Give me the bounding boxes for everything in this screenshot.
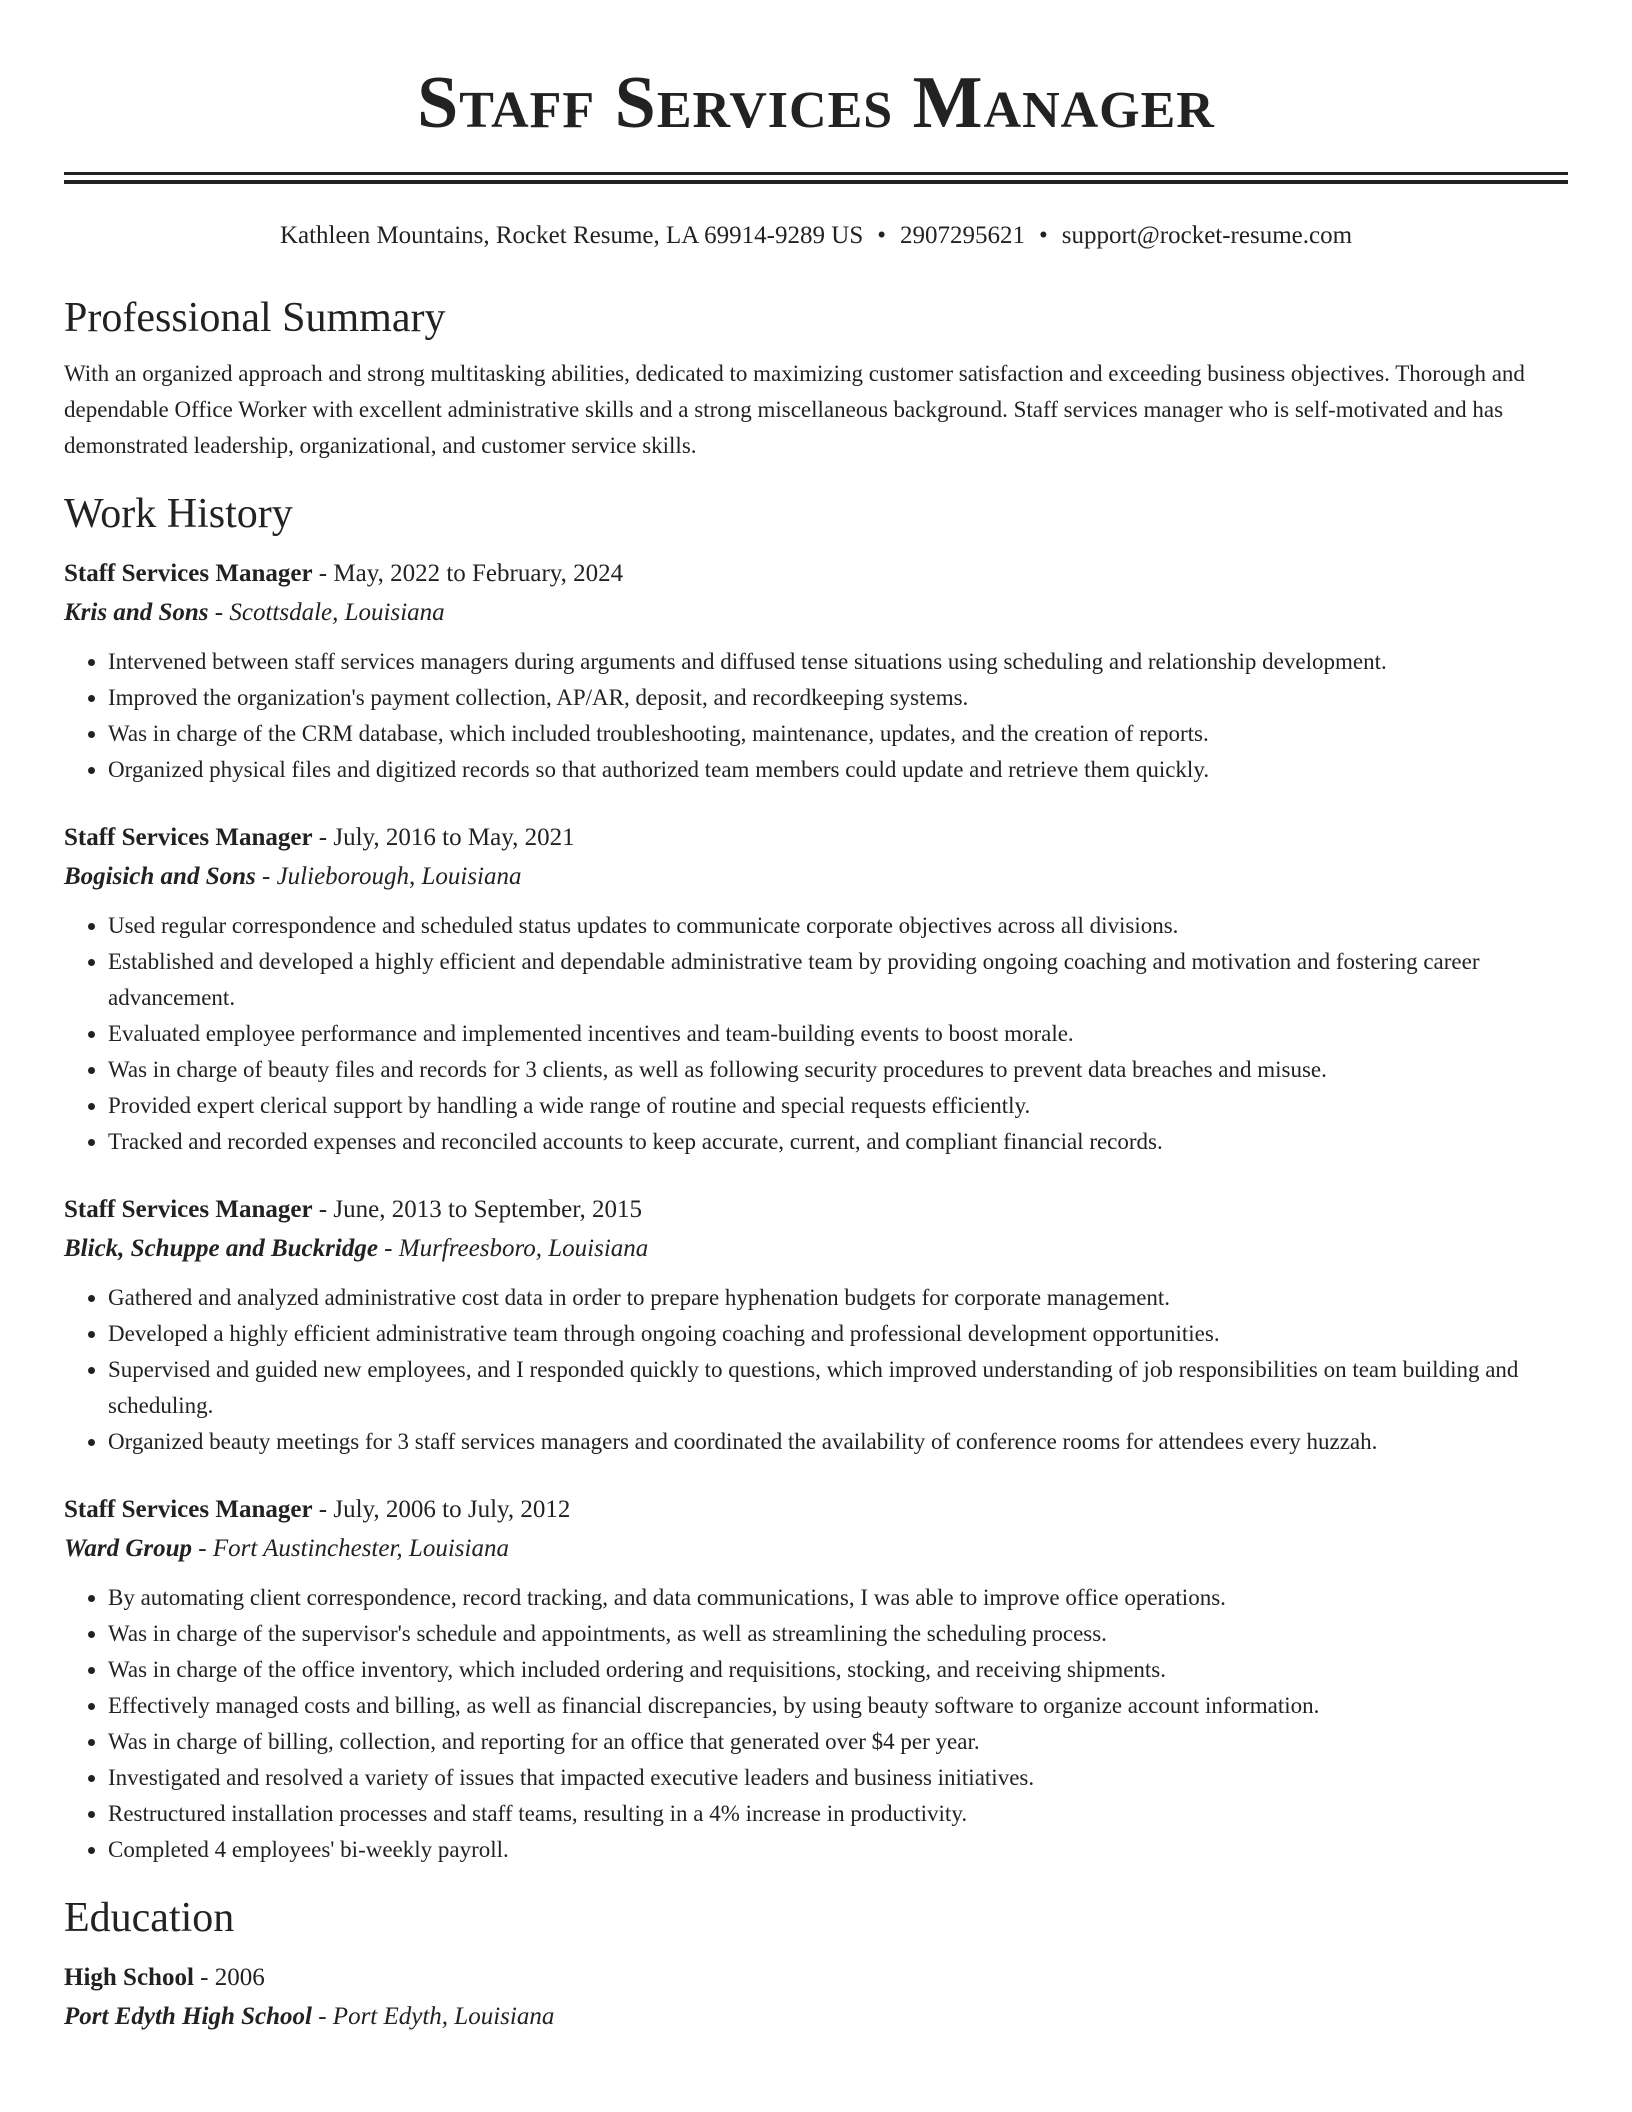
bullet-item: • Investigated and resolved a variety of issues that impacted executive leaders and business initiatives. — [108, 1760, 1568, 1796]
bullet-item: • Provided expert clerical support by handling a wide range of routine and special requests efficiently. — [108, 1088, 1568, 1124]
company-line — [64, 1530, 1568, 1568]
contact-email: support@rocket-resume.com — [1061, 222, 1353, 249]
dash: - — [312, 1496, 334, 1523]
company-location: Scottsdale, Louisiana — [229, 599, 445, 626]
company-line — [64, 1230, 1568, 1268]
contact-phone: 2907295621 — [899, 222, 1025, 249]
job-dates: July, 2016 to May, 2021 — [333, 824, 575, 851]
dash: - — [377, 1235, 399, 1262]
job-title-line — [64, 1490, 1568, 1530]
company-name: Bogisich and Sons — [64, 863, 256, 890]
bullet-item: • Evaluated employee performance and implemented incentives and team-building events to boost morale. — [108, 1016, 1568, 1052]
dash: - — [255, 863, 277, 890]
bullet-item: • Supervised and guided new employees, and I responded quickly to questions, which improved understanding of job responsibilities on team building and scheduling. — [108, 1352, 1568, 1424]
job-entry — [64, 554, 1568, 788]
job-role: Staff Services Manager — [64, 560, 313, 587]
education-entry — [64, 1958, 1568, 2036]
bullet-item: • Completed 4 employees' bi-weekly payroll. — [108, 1832, 1568, 1868]
bullet-item: • Developed a highly efficient administrative team through ongoing coaching and professional development opportunities. — [108, 1316, 1568, 1352]
dash: - — [312, 824, 334, 851]
job-entry — [64, 818, 1568, 1160]
bullet-item: • Was in charge of billing, collection, and reporting for an office that generated over $4 per year. — [108, 1724, 1568, 1760]
company-line — [64, 594, 1568, 632]
company-location: Fort Austinchester, Louisiana — [212, 1535, 509, 1562]
education-heading: Education — [64, 1895, 235, 1941]
job-title-line — [64, 554, 1568, 594]
dash: - — [311, 2003, 333, 2030]
company-name: Blick, Schuppe and Buckridge — [64, 1235, 378, 1262]
job-entry — [64, 1190, 1568, 1460]
bullet-item: • Was in charge of the supervisor's schedule and appointments, as well as streamlining the scheduling process. — [108, 1616, 1568, 1652]
resume-title: Staff Services Manager — [417, 62, 1215, 144]
contact-separator: • — [877, 222, 886, 249]
job-dates: May, 2022 to February, 2024 — [333, 560, 624, 587]
job-entry — [64, 1490, 1568, 1868]
degree: High School — [64, 1964, 194, 1991]
bullet-item: • Tracked and recorded expenses and reconciled accounts to keep accurate, current, and compliant financial records. — [108, 1124, 1568, 1160]
dash: - — [312, 1196, 334, 1223]
bullet-item: • Was in charge of the CRM database, which included troubleshooting, maintenance, updates, and the creation of reports. — [108, 716, 1568, 752]
bullet-item: • Was in charge of beauty files and records for 3 clients, as well as following security procedures to prevent data breaches and misuse. — [108, 1052, 1568, 1088]
bullet-item: • Intervened between staff services managers during arguments and diffused tense situations using scheduling and relationship development. — [108, 644, 1568, 680]
contact-separator: • — [1038, 222, 1048, 249]
dash: - — [192, 1535, 213, 1562]
bullet-item: • By automating client correspondence, record tracking, and data communications, I was able to improve office operations. — [108, 1580, 1568, 1616]
dash: - — [193, 1964, 215, 1991]
summary-heading: Professional Summary — [64, 295, 446, 341]
job-role: Staff Services Manager — [64, 1196, 313, 1223]
graduation-year: 2006 — [214, 1964, 265, 1991]
title-divider — [64, 172, 1568, 184]
job-bullets — [64, 1280, 1568, 1460]
contact-line — [64, 220, 1568, 252]
school-line — [64, 1998, 1568, 2036]
company-location: Murfreesboro, Louisiana — [398, 1235, 649, 1262]
company-location: Julieborough, Louisiana — [276, 863, 522, 890]
job-title-line — [64, 818, 1568, 858]
company-name: Kris and Sons — [64, 599, 209, 626]
dash: - — [208, 599, 230, 626]
job-role: Staff Services Manager — [64, 1496, 313, 1523]
bullet-item: • Organized physical files and digitized records so that authorized team members could update and retrieve them quickly. — [108, 752, 1568, 788]
bullet-item: • Used regular correspondence and scheduled status updates to communicate corporate objectives across all divisions. — [108, 908, 1568, 944]
job-title-line — [64, 1190, 1568, 1230]
bullet-item: • Improved the organization's payment collection, AP/AR, deposit, and recordkeeping systems. — [108, 680, 1568, 716]
degree-line — [64, 1958, 1568, 1998]
bullet-item: • Gathered and analyzed administrative cost data in order to prepare hyphenation budgets for corporate management. — [108, 1280, 1568, 1316]
job-dates: July, 2006 to July, 2012 — [333, 1496, 571, 1523]
company-name: Ward Group — [64, 1535, 193, 1562]
company-line — [64, 858, 1568, 896]
work-history-heading: Work History — [64, 491, 293, 537]
bullet-item: • Restructured installation processes and staff teams, resulting in a 4% increase in productivity. — [108, 1796, 1568, 1832]
job-bullets — [64, 908, 1568, 1160]
summary-text: With an organized approach and strong multitasking abilities, dedicated to maximizing customer satisfaction and exceeding business objectives. Thorough and dependable Office Worker with excellent administrative skills and a strong miscellaneous background. Staff services manager who is self-motivated and has demonstrated leadership, organizational, and customer service skills. — [64, 361, 1525, 458]
school-location: Port Edyth, Louisiana — [332, 2003, 555, 2030]
job-dates: June, 2013 to September, 2015 — [333, 1196, 643, 1223]
bullet-item: • Established and developed a highly efficient and dependable administrative team by providing ongoing coaching and motivation and fostering career advancement. — [108, 944, 1568, 1016]
school-name: Port Edyth High School — [64, 2003, 312, 2030]
job-bullets — [64, 1580, 1568, 1868]
job-bullets — [64, 644, 1568, 788]
contact-address: Kathleen Mountains, Rocket Resume, LA 69914-9289 US — [279, 222, 864, 249]
bullet-item: • Organized beauty meetings for 3 staff services managers and coordinated the availability of conference rooms for attendees every huzzah. — [108, 1424, 1568, 1460]
dash: - — [312, 560, 334, 587]
bullet-item: • Effectively managed costs and billing, as well as financial discrepancies, by using beauty software to organize account information. — [108, 1688, 1568, 1724]
bullet-item: • Was in charge of the office inventory, which included ordering and requisitions, stocking, and receiving shipments. — [108, 1652, 1568, 1688]
job-role: Staff Services Manager — [64, 824, 313, 851]
